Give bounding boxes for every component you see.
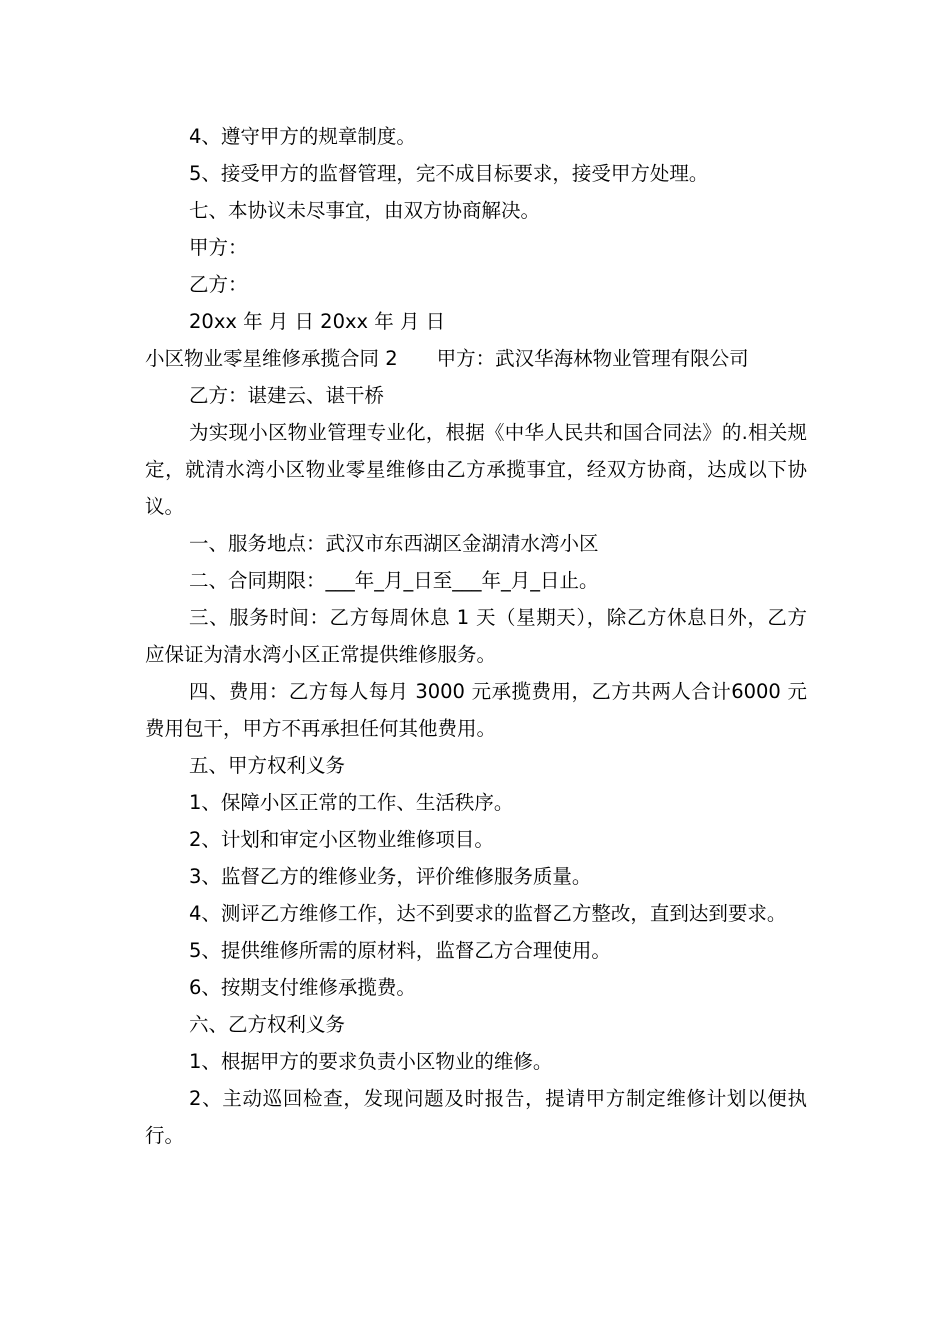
paragraph-contract-term: 二、合同期限：___年_月_日至___年_月_日止。 xyxy=(189,569,599,592)
paragraph-fees: 四、费用：乙方每人每月 3000 元承揽费用，乙方共两人合计6000 元费用包干，甲方不再承担任何其他费用。 xyxy=(145,680,807,740)
party-b-item-2: 2、主动巡回检查，发现问题及时报告，提请甲方制定维修计划以便执行。 xyxy=(145,1087,807,1147)
paragraph-service-time: 三、服务时间：乙方每周休息 1 天（星期天），除乙方休息日外，乙方应保证为清水湾小区正常提供维修服务。 xyxy=(145,606,807,666)
heading-party-b-rights: 六、乙方权利义务 xyxy=(189,1013,346,1036)
party-a-item-6: 6、按期支付维修承揽费。 xyxy=(189,976,416,999)
signature-date-line: 20xx 年 月 日 20xx 年 月 日 xyxy=(189,310,446,333)
heading-party-a-rights: 五、甲方权利义务 xyxy=(189,754,346,777)
party-a-item-2: 2、计划和审定小区物业维修项目。 xyxy=(189,828,494,851)
party-b-names: 乙方：谌建云、谌干桥 xyxy=(189,384,385,407)
party-a-item-4: 4、测评乙方维修工作，达不到要求的监督乙方整改，直到达到要求。 xyxy=(189,902,787,925)
paragraph-preamble: 为实现小区物业管理专业化，根据《中华人民共和国合同法》的.相关规定，就清水湾小区物业零星维修由乙方承揽事宜，经双方协商，达成以下协议。 xyxy=(145,421,807,518)
party-a-item-3: 3、监督乙方的维修业务，评价维修服务质量。 xyxy=(189,865,592,888)
paragraph-service-location: 一、服务地点：武汉市东西湖区金湖清水湾小区 xyxy=(189,532,599,555)
party-a-item-5: 5、提供维修所需的原材料，监督乙方合理使用。 xyxy=(189,939,611,962)
party-b-signature-line: 乙方： xyxy=(189,273,248,296)
party-b-item-1: 1、根据甲方的要求负责小区物业的维修。 xyxy=(189,1050,553,1073)
paragraph-rule-4: 4、遵守甲方的规章制度。 xyxy=(189,125,416,148)
document-body xyxy=(145,118,807,1154)
paragraph-rule-5: 5、接受甲方的监督管理，完不成目标要求，接受甲方处理。 xyxy=(189,162,709,185)
party-a-item-1: 1、保障小区正常的工作、生活秩序。 xyxy=(189,791,514,814)
contract-title-party-a: 小区物业零星维修承揽合同 2 甲方：武汉华海林物业管理有限公司 xyxy=(145,347,749,370)
paragraph-section-7: 七、本协议未尽事宜，由双方协商解决。 xyxy=(189,199,541,222)
party-a-signature-line: 甲方： xyxy=(189,236,248,259)
